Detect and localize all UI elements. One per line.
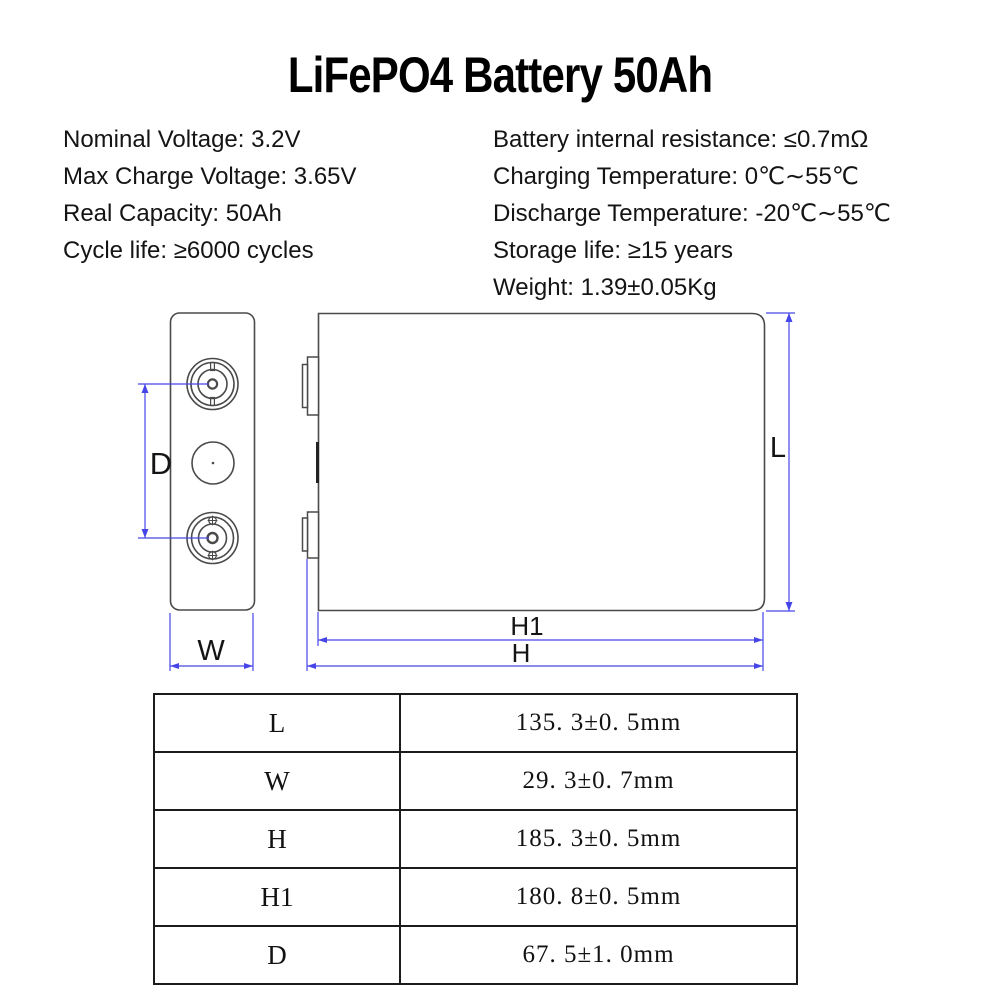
table-row [154, 926, 797, 984]
dim-label-l: L [769, 432, 787, 464]
table-row [154, 810, 797, 868]
spec-discharge-temperature: Discharge Temperature: -20℃∼55℃ [493, 200, 891, 227]
spec-cycle-life: Cycle life: ≥6000 cycles [63, 237, 314, 264]
spec-storage-life: Storage life: ≥15 years [493, 237, 733, 264]
front-view [303, 314, 765, 611]
table-row [154, 752, 797, 810]
table-row [154, 868, 797, 926]
dim-key-w: W [154, 752, 400, 810]
dim-val-h1: 180. 8±0. 5mm [400, 868, 797, 926]
table-row [154, 694, 797, 752]
dim-label-h: H [511, 638, 531, 668]
dim-val-h: 185. 3±0. 5mm [400, 810, 797, 868]
dim-val-l: 135. 3±0. 5mm [400, 694, 797, 752]
dim-label-h1: H1 [510, 611, 544, 641]
dim-key-h: H [154, 810, 400, 868]
terminal-bump-bottom [303, 512, 319, 558]
spec-internal-resistance: Battery internal resistance: ≤0.7mΩ [493, 126, 869, 153]
dimensions-table [153, 693, 798, 985]
page-title: LiFePO4 Battery 50Ah [287, 47, 713, 103]
dim-val-d: 67. 5±1. 0mm [400, 926, 797, 984]
dim-val-w: 29. 3±0. 7mm [400, 752, 797, 810]
spec-nominal-voltage: Nominal Voltage: 3.2V [63, 126, 301, 153]
front-view-body [319, 314, 765, 611]
dim-label-d: D [149, 446, 173, 481]
spec-max-charge-voltage: Max Charge Voltage: 3.65V [63, 163, 357, 190]
spec-charging-temperature: Charging Temperature: 0℃∼55℃ [493, 163, 859, 190]
dim-key-h1: H1 [154, 868, 400, 926]
terminal-bump-top [303, 357, 319, 415]
dim-key-l: L [154, 694, 400, 752]
side-view [171, 313, 255, 610]
spec-weight: Weight: 1.39±0.05Kg [493, 274, 717, 301]
dim-key-d: D [154, 926, 400, 984]
dim-label-w: W [197, 635, 225, 667]
side-view-body [171, 313, 255, 610]
spec-real-capacity: Real Capacity: 50Ah [63, 200, 282, 227]
